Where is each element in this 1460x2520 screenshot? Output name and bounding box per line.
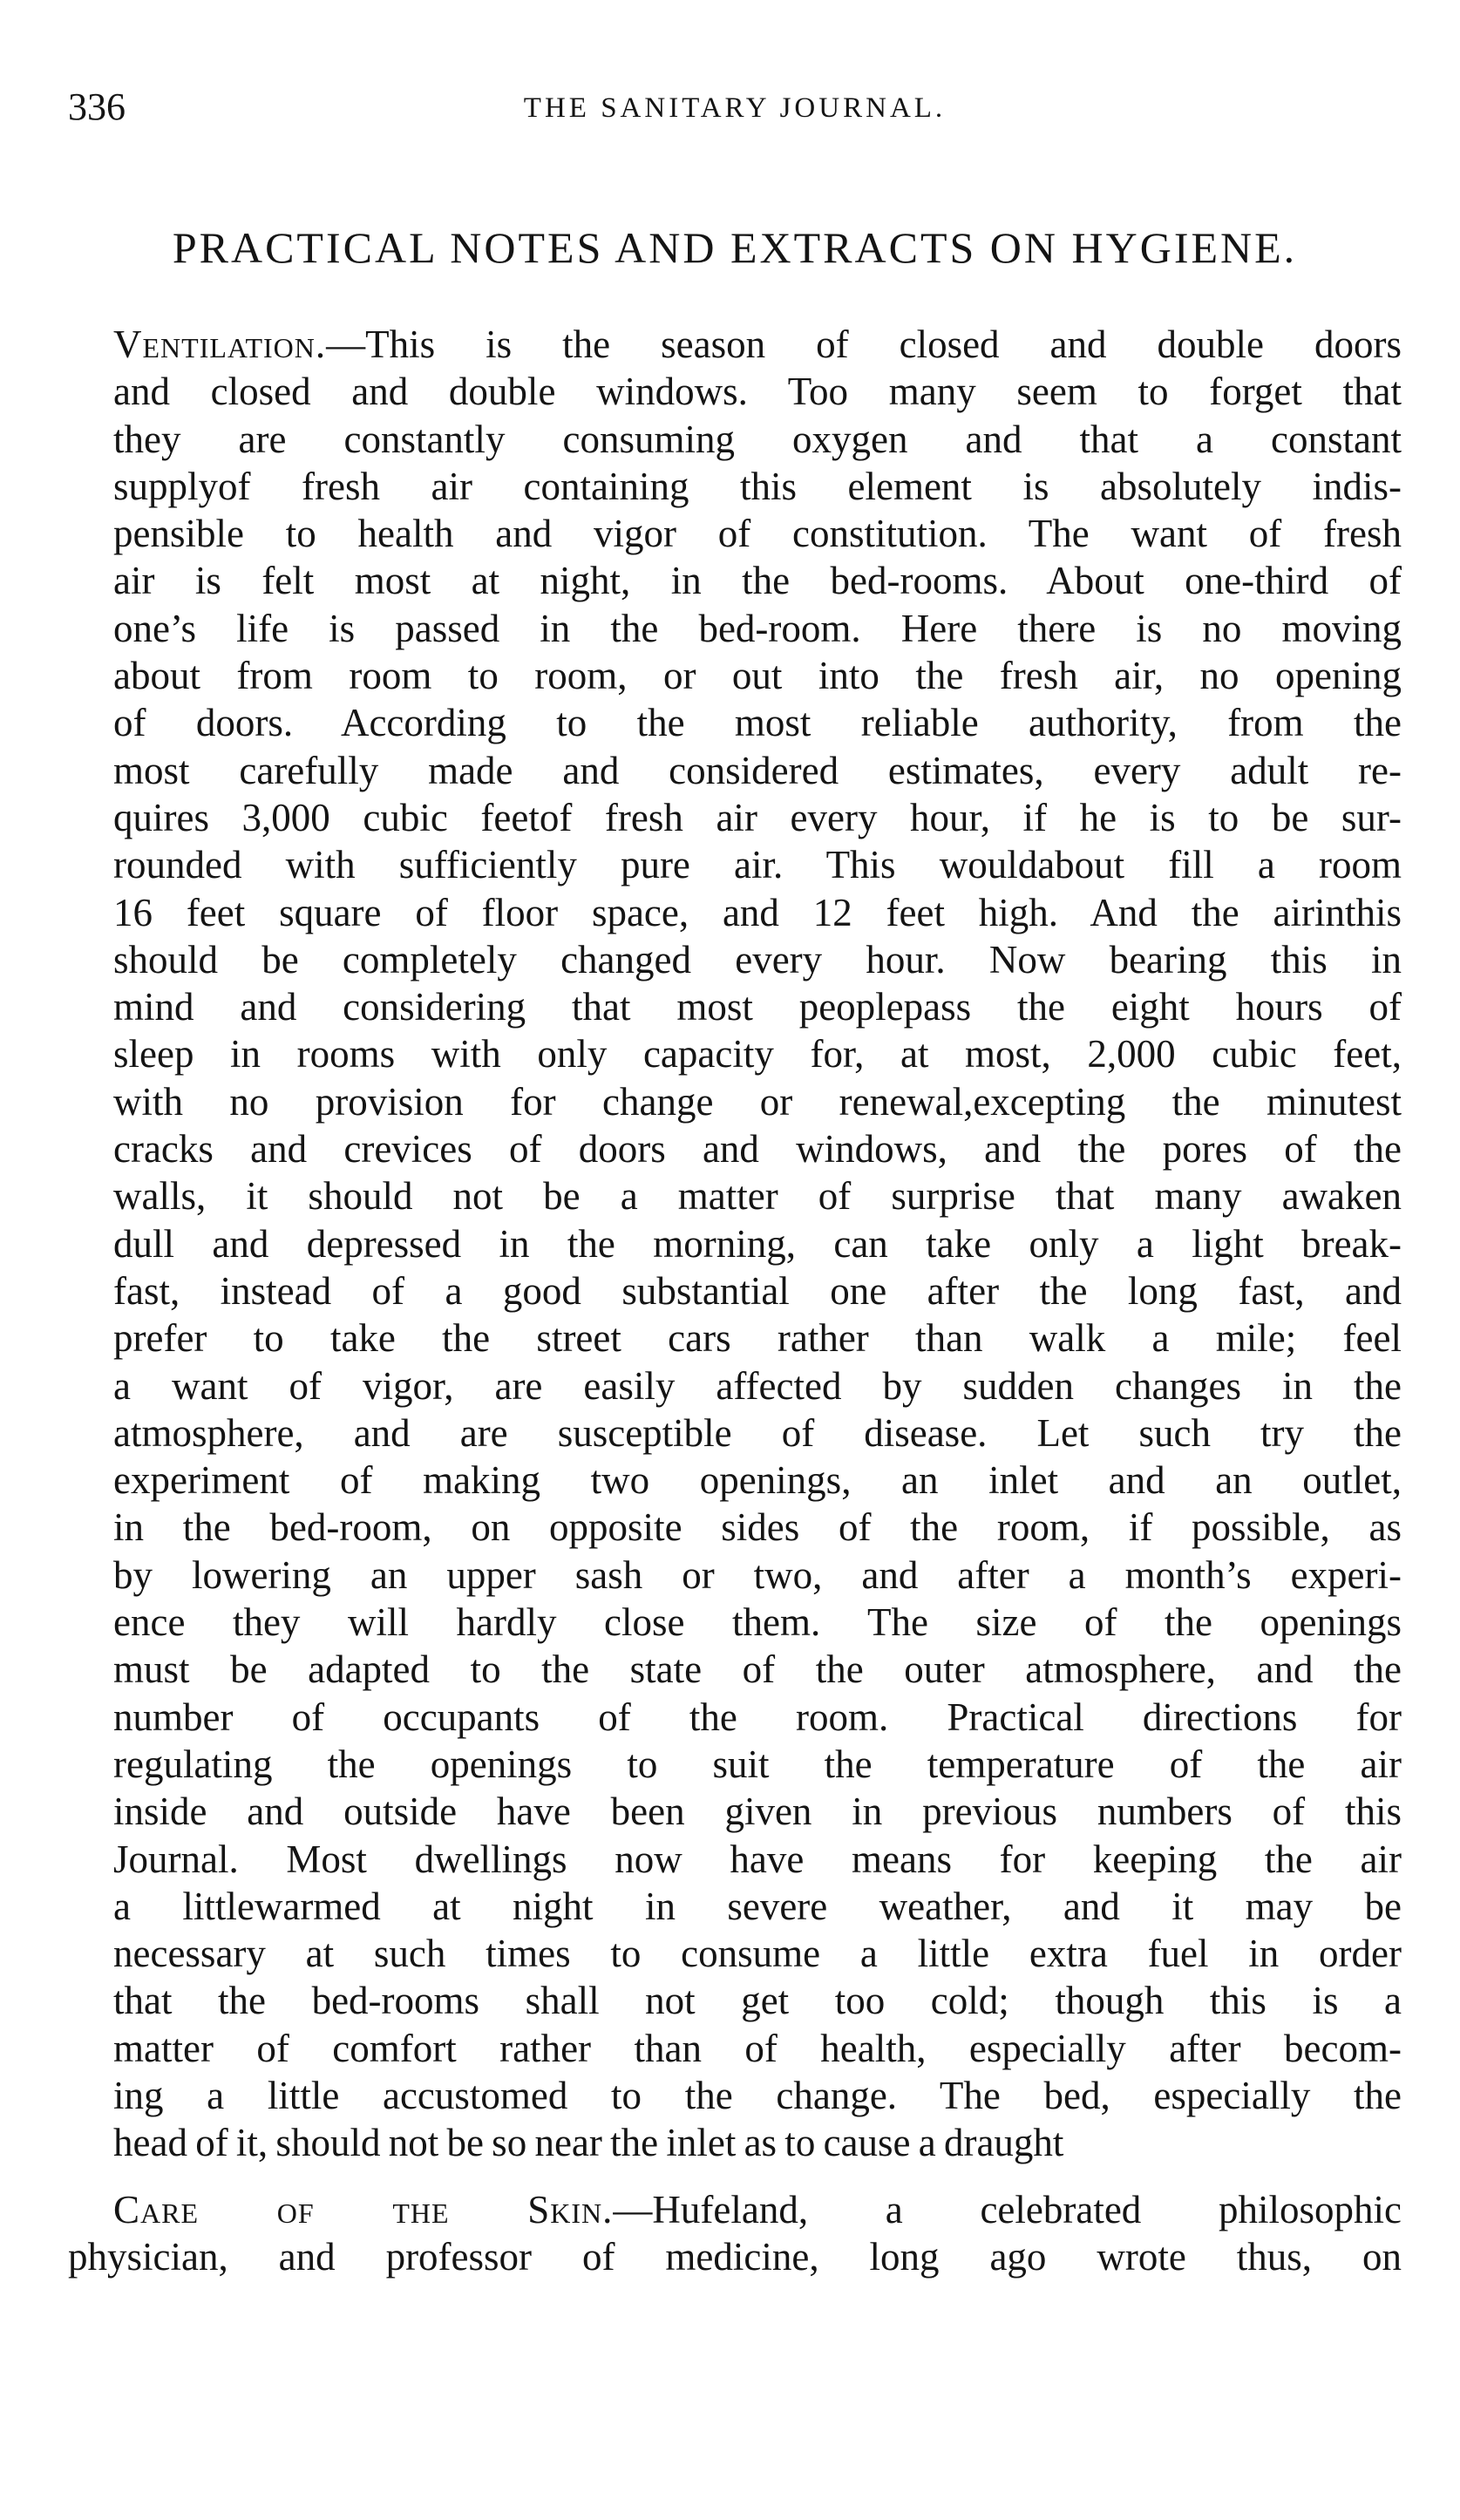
text-line: Ventilation.—This is the season of closed and double doors bbox=[113, 323, 1402, 366]
text-line: sleep in rooms with only capacity for, at most, 2,000 cubic feet, bbox=[113, 1032, 1402, 1077]
text-line: with no provision for change or renewal,excepting the minutest bbox=[113, 1079, 1402, 1124]
text-line: in the bed-room, on opposite sides of the room, if possible, as bbox=[113, 1505, 1402, 1550]
journal-title: THE SANITARY JOURNAL. bbox=[523, 92, 947, 124]
text-line: Care of the Skin.—Hufeland, a celebrated philosophic bbox=[113, 2187, 1402, 2231]
paragraph-ventilation bbox=[68, 321, 1402, 2167]
text-line: 16 feet square of floor space, and 12 feet high. And the airinthis bbox=[113, 890, 1402, 934]
text-line: prefer to take the street cars rather than walk a mile; feel bbox=[113, 1316, 1402, 1361]
section-heading-ventilation: Ventilation. bbox=[113, 323, 327, 366]
text-line: necessary at such times to consume a little extra fuel in order bbox=[113, 1932, 1402, 1976]
text-line: by lowering an upper sash or two, and after a month’s experi- bbox=[113, 1552, 1402, 1597]
text-line: air is felt most at night, in the bed-rooms. About one-third of bbox=[113, 559, 1402, 603]
text-line: dull and depressed in the morning, can take only a light break- bbox=[113, 1221, 1402, 1266]
text-line: mind and considering that most peoplepass the eight hours of bbox=[113, 985, 1402, 1029]
text-line: number of occupants of the room. Practical directions for bbox=[113, 1695, 1402, 1739]
text-line: rounded with sufficiently pure air. This wouldabout fill a room bbox=[113, 843, 1402, 887]
text-line: physician, and professor of medicine, long ago wrote thus, on bbox=[68, 2234, 1402, 2279]
text-line: atmosphere, and are susceptible of disease. Let such try the bbox=[113, 1410, 1402, 1455]
text-line: quires 3,000 cubic feetof fresh air every hour, if he is to be sur- bbox=[113, 795, 1402, 839]
text-line: about from room to room, or out into the fresh air, no opening bbox=[113, 654, 1402, 698]
text-line: ing a little accustomed to the change. The bed, especially the bbox=[113, 2073, 1402, 2117]
text-line: ence they will hardly close them. The size of the openings bbox=[113, 1600, 1402, 1645]
text-line: a want of vigor, are easily affected by sudden changes in the bbox=[113, 1363, 1402, 1408]
text-line: regulating the openings to suit the temperature of the air bbox=[113, 1742, 1402, 1786]
text-line: a littlewarmed at night in severe weather, and it may be bbox=[113, 1884, 1402, 1928]
running-header bbox=[68, 61, 1402, 128]
text-line: fast, instead of a good substantial one after the long fast, and bbox=[113, 1268, 1402, 1313]
section-heading-care-of-the-skin: Care of the Skin. bbox=[113, 2187, 614, 2231]
text-line: inside and outside have been given in previous numbers of this bbox=[113, 1790, 1402, 1834]
text-line: pensible to health and vigor of constitution. The want of fresh bbox=[113, 512, 1402, 556]
text-line: should be completely changed every hour. Now bearing this in bbox=[113, 937, 1402, 982]
paragraph-care-of-the-skin bbox=[68, 2186, 1402, 2281]
text-line: must be adapted to the state of the outer atmosphere, and the bbox=[113, 1647, 1402, 1692]
text-line: most carefully made and considered estimates, every adult re- bbox=[113, 748, 1402, 792]
text-line: walls, it should not be a matter of surprise that many awaken bbox=[113, 1174, 1402, 1219]
text-line: one’s life is passed in the bed-room. Here there is no moving bbox=[113, 606, 1402, 650]
text-line: of doors. According to the most reliable authority, from the bbox=[113, 701, 1402, 745]
text-line: and closed and double windows. Too many seem to forget that bbox=[113, 370, 1402, 414]
document-page bbox=[68, 61, 1402, 2280]
text-line: experiment of making two openings, an inlet and an outlet, bbox=[113, 1458, 1402, 1503]
text-line: they are constantly consuming oxygen and that a constant bbox=[113, 417, 1402, 461]
text-line: matter of comfort rather than of health, especially after becom- bbox=[113, 2026, 1402, 2070]
text-line: Journal. Most dwellings now have means for keeping the air bbox=[113, 1837, 1402, 1881]
page-number: 336 bbox=[68, 85, 126, 128]
text-line: that the bed-rooms shall not get too cold; though this is a bbox=[113, 1979, 1402, 2023]
text-line: cracks and crevices of doors and windows, and the pores of the bbox=[113, 1127, 1402, 1172]
text-line: supplyof fresh air containing this element is absolutely indis- bbox=[113, 464, 1402, 508]
text-line: head of it, should not be so near the inlet as to cause a draught bbox=[113, 2121, 1064, 2165]
article-title: PRACTICAL NOTES AND EXTRACTS ON HYGIENE. bbox=[172, 223, 1298, 272]
